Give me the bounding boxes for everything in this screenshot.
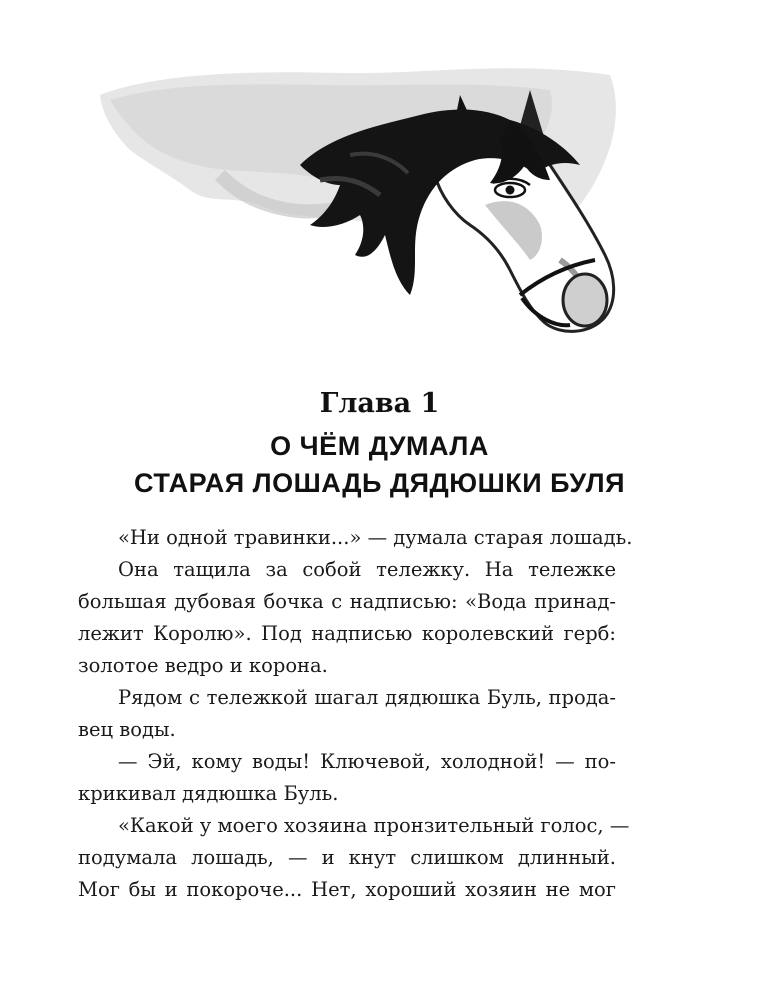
text-line: крикивал дядюшка Буль. bbox=[78, 782, 339, 805]
text-line: Она тащила за собой тележку. На тележке bbox=[118, 558, 616, 581]
text-line: вец воды. bbox=[78, 718, 176, 741]
text-line: большая дубовая бочка с надписью: «Вода принад- bbox=[78, 590, 616, 613]
text-line: Мог бы и покороче... Нет, хороший хозяин не мог bbox=[78, 878, 616, 901]
chapter-label: Глава 1 bbox=[319, 388, 440, 419]
chapter-text bbox=[78, 522, 633, 906]
chapter-title-line-1: О ЧЁМ ДУМАЛА bbox=[270, 431, 489, 461]
text-line: лежит Королю». Под надписью королевский герб: bbox=[78, 622, 616, 645]
text-line: Рядом с тележкой шагал дядюшка Буль, прода- bbox=[118, 686, 616, 709]
text-line: «Какой у моего хозяина пронзительный голос, — bbox=[118, 814, 630, 837]
text-line: золотое ведро и корона. bbox=[78, 654, 328, 677]
text-line: — Эй, кому воды! Ключевой, холодной! — по- bbox=[118, 750, 616, 773]
chapter-title bbox=[0, 428, 759, 502]
chapter-title-line-2: СТАРАЯ ЛОШАДЬ ДЯДЮШКИ БУЛЯ bbox=[134, 468, 625, 498]
text-line: подумала лошадь, — и кнут слишком длинный. bbox=[78, 846, 616, 869]
text-line: «Ни одной травинки...» — думала старая лошадь. bbox=[118, 526, 633, 549]
horse-head-illustration bbox=[90, 55, 630, 355]
